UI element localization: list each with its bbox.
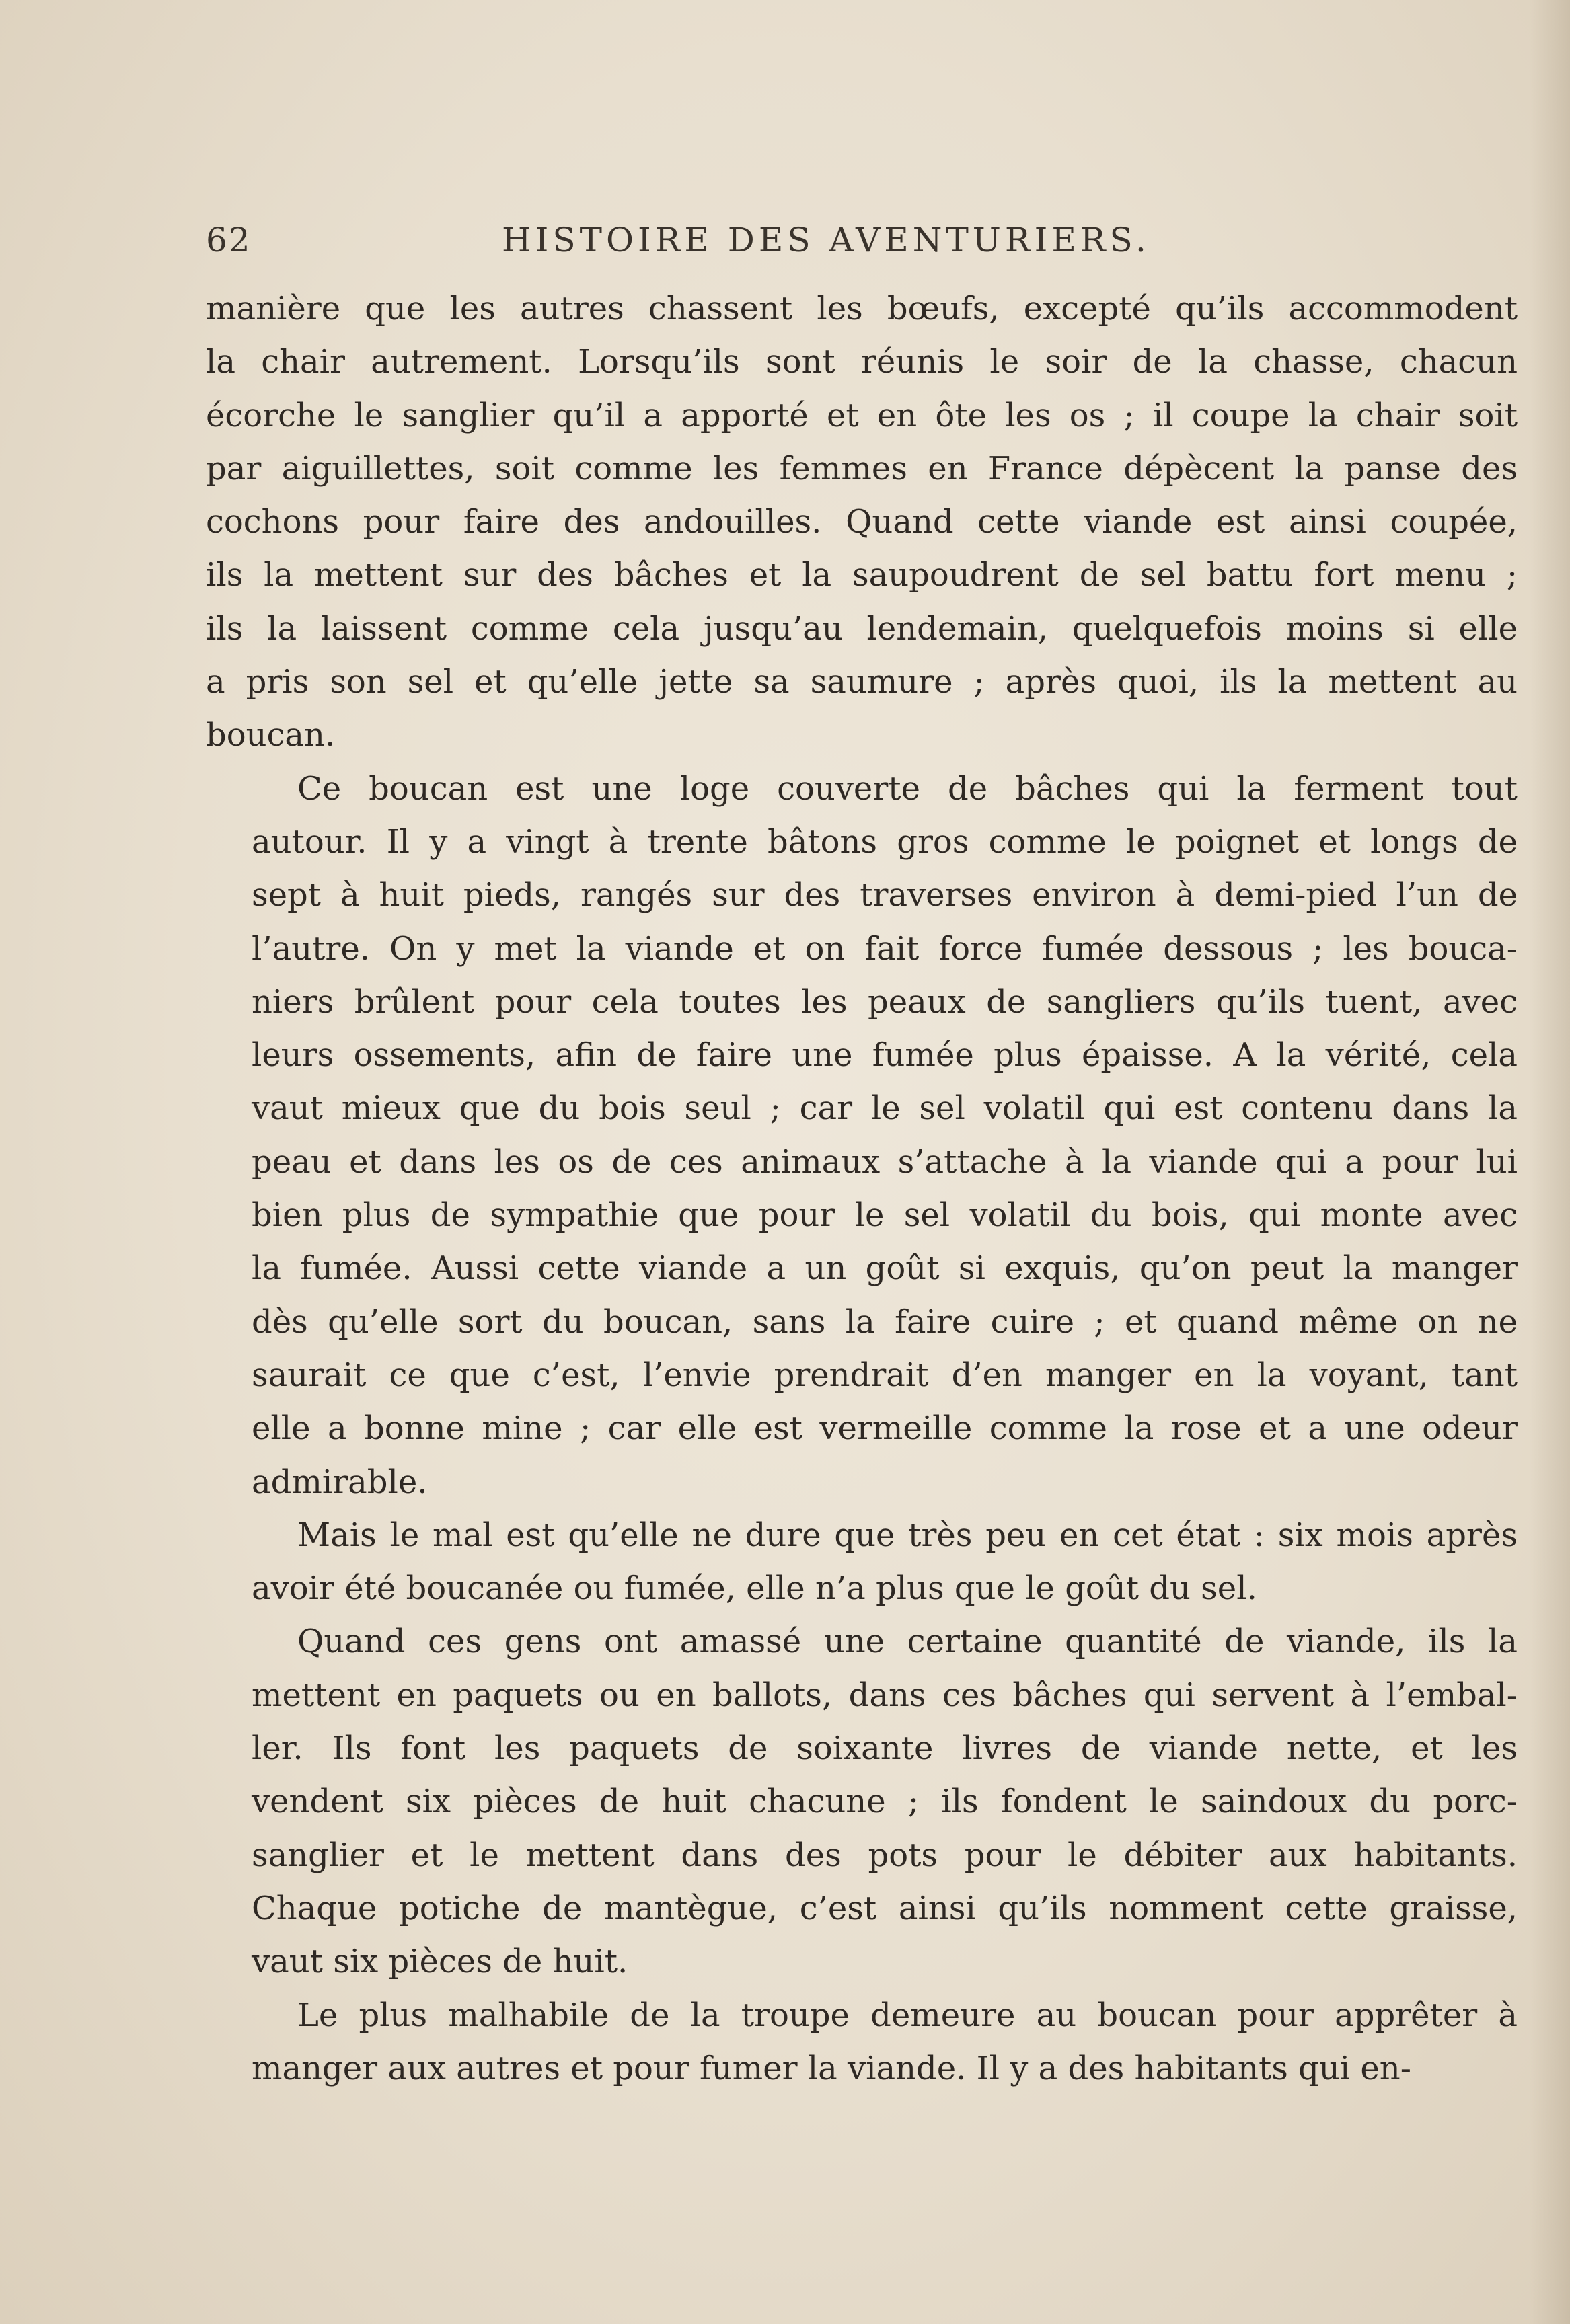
paragraph: [206, 282, 1518, 763]
text-line: l’autre. On y met la viande et on fait force fumée dessous ; les bouca-: [252, 929, 1518, 968]
body-text: [206, 282, 1518, 2095]
text-line: Le plus malhabile de la troupe demeure au boucan pour apprêter à: [297, 1996, 1518, 2034]
text-line: la chair autrement. Lorsqu’ils sont réunis le soir de la chasse, chacun: [206, 343, 1518, 381]
text-line: ils la mettent sur des bâches et la saupoudrent de sel battu fort menu ;: [206, 556, 1518, 594]
text-line: saurait ce que c’est, l’envie prendrait d’en manger en la voyant, tant: [252, 1356, 1518, 1394]
text-line: bien plus de sympathie que pour le sel volatil du bois, qui monte avec: [252, 1196, 1518, 1235]
page-header: [206, 221, 1518, 274]
text-line: a pris son sel et qu’elle jette sa saumure ; après quoi, ils la mettent au: [206, 663, 1518, 701]
running-title: HISTOIRE DES AVENTURIERS.: [502, 221, 1150, 260]
text-line: manger aux autres et pour fumer la viande. Il y a des habitants qui en-: [252, 2049, 1411, 2087]
text-line: avoir été boucanée ou fumée, elle n’a plus que le goût du sel.: [252, 1570, 1257, 1608]
text-line: vendent six pièces de huit chacune ; ils fondent le saindoux du porc-: [252, 1783, 1518, 1821]
text-line: mettent en paquets ou en ballots, dans ces bâches qui servent à l’embal-: [252, 1676, 1518, 1714]
text-line: dès qu’elle sort du boucan, sans la faire cuire ; et quand même on ne: [252, 1303, 1518, 1341]
text-line: manière que les autres chassent les bœufs, excepté qu’ils accommodent: [206, 290, 1518, 327]
text-line: par aiguillettes, soit comme les femmes en France dépècent la panse des: [206, 449, 1518, 488]
paragraph: [206, 1615, 1518, 1988]
text-line: la fumée. Aussi cette viande a un goût si exquis, qu’on peut la manger: [252, 1249, 1518, 1288]
text-line: boucan.: [206, 716, 336, 754]
text-line: vaut six pièces de huit.: [252, 1943, 628, 1981]
text-line: Ce boucan est une loge couverte de bâches qui la ferment tout: [297, 769, 1518, 808]
text-line: sanglier et le mettent dans des pots pour le débiter aux habitants.: [252, 1836, 1518, 1874]
paragraph: [206, 763, 1518, 1509]
page-number: 62: [206, 221, 252, 260]
text-line: admirable.: [252, 1463, 428, 1501]
paragraph: [206, 1509, 1518, 1616]
text-line: sept à huit pieds, rangés sur des traverses environ à demi-pied l’un de: [252, 876, 1518, 915]
text-line: Chaque potiche de mantègue, c’est ainsi qu’ils nomment cette graisse,: [252, 1889, 1518, 1927]
text-line: cochons pour faire des andouilles. Quand cette viande est ainsi coupée,: [206, 503, 1518, 541]
text-line: peau et dans les os de ces animaux s’attache à la viande qui a pour lui: [252, 1142, 1518, 1181]
paragraph: [206, 1989, 1518, 2096]
text-line: ils la laissent comme cela jusqu’au lendemain, quelquefois moins si elle: [206, 609, 1518, 648]
text-line: leurs ossements, afin de faire une fumée plus épaisse. A la vérité, cela: [252, 1036, 1518, 1075]
text-line: écorche le sanglier qu’il a apporté et en ôte les os ; il coupe la chair soit: [206, 396, 1518, 434]
text-line: vaut mieux que du bois seul ; car le sel volatil qui est contenu dans la: [252, 1089, 1518, 1128]
text-line: ler. Ils font les paquets de soixante livres de viande nette, et les: [252, 1730, 1518, 1768]
text-line: elle a bonne mine ; car elle est vermeille comme la rose et a une odeur: [252, 1409, 1518, 1448]
text-line: autour. Il y a vingt à trente bâtons gros comme le poignet et longs de: [252, 822, 1518, 861]
text-line: niers brûlent pour cela toutes les peaux de sangliers qu’ils tuent, avec: [252, 982, 1518, 1021]
text-line: Mais le mal est qu’elle ne dure que très peu en cet état : six mois après: [297, 1516, 1518, 1554]
text-line: Quand ces gens ont amassé une certaine quantité de viande, ils la: [297, 1623, 1518, 1661]
